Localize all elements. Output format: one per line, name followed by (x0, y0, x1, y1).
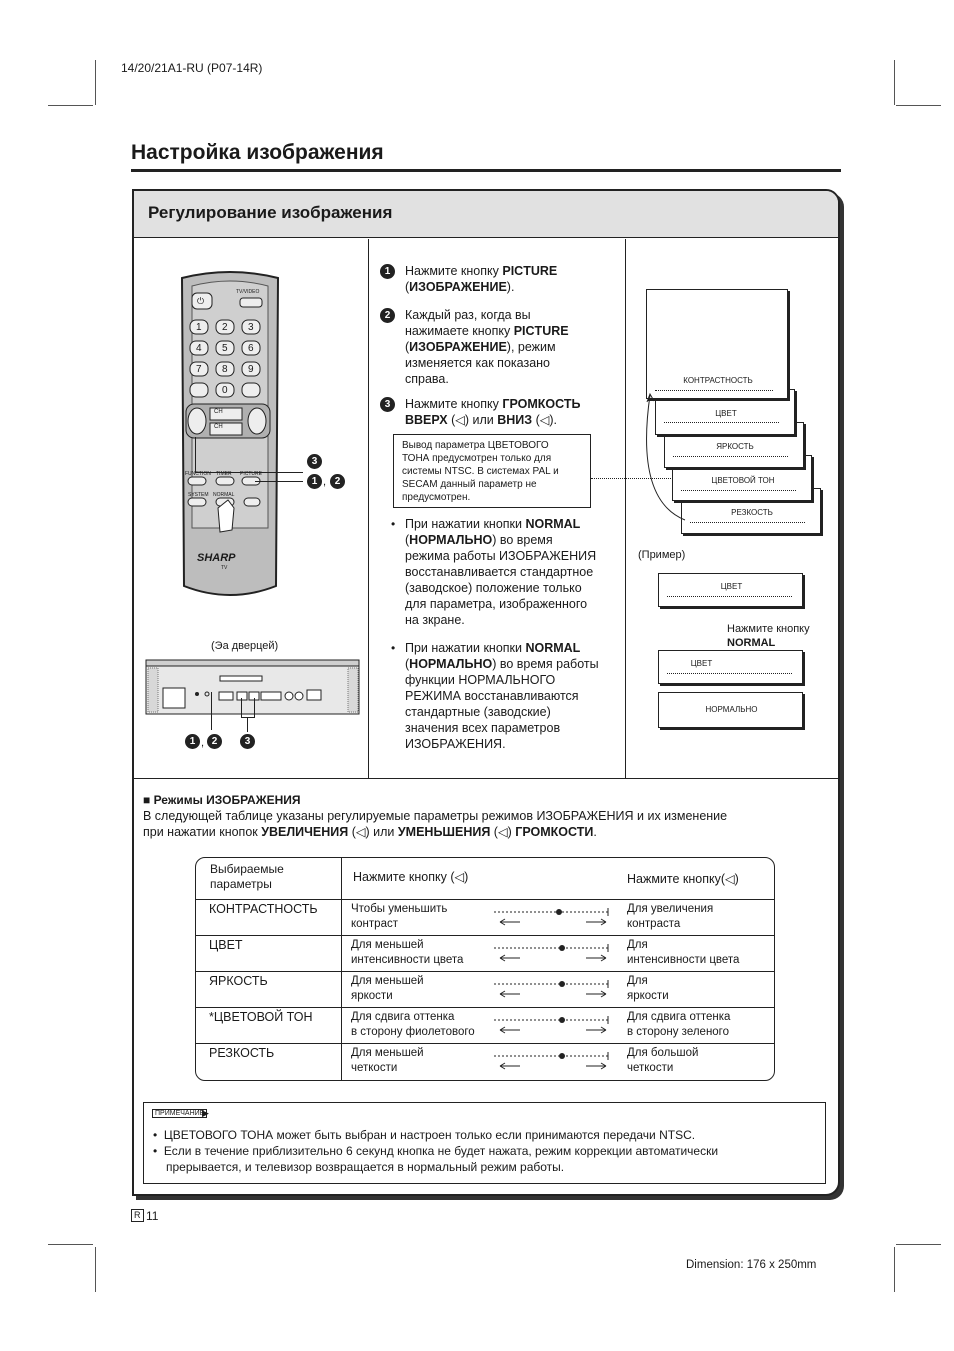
text: ( (532, 413, 540, 427)
text: при нажатии кнопок (143, 825, 262, 839)
digit-key: 6 (248, 343, 254, 354)
example-screen-color (658, 573, 803, 607)
text: Для меньшей (351, 975, 424, 987)
text: четкости (627, 1062, 674, 1074)
remote-control-illustration (170, 268, 290, 603)
power-icon: ⏻ (197, 296, 205, 306)
text: параметры (210, 877, 272, 891)
text: ), режим (506, 340, 556, 354)
table-param: КОНТРАСТНОСТЬ (209, 902, 318, 916)
text: функции НОРМАЛЬНОГО (405, 673, 556, 687)
text: изменяется как показано (405, 356, 550, 370)
table-param: *ЦВЕТОВОЙ ТОН (209, 1010, 313, 1024)
bullet-normal-2 (405, 640, 620, 752)
slider-marker (559, 1017, 565, 1023)
text: ( (490, 825, 498, 839)
system-label: SYSTEM (188, 492, 209, 498)
document-code: 14/20/21A1-RU (P07-14R) (121, 61, 263, 75)
digit-key: 7 (196, 364, 202, 375)
note-line: системы NTSC. В системах PAL и (402, 466, 559, 477)
text: ) (734, 872, 739, 886)
text: ) во время (492, 533, 553, 547)
callout-3: 3 (240, 734, 255, 749)
text: ) или (365, 825, 398, 839)
text: Если в течение приблизительно 6 секунд кнопка не будет нажата, режим коррекции автоматически (163, 1144, 719, 1158)
text: справа. (405, 372, 449, 386)
text: ИЗОБРАЖЕНИЕ (409, 340, 507, 354)
page-number: 11 (146, 1209, 159, 1223)
text: NORMAL (525, 517, 581, 531)
table-divider (196, 935, 774, 936)
text: (заводское) положение только (405, 581, 582, 595)
text: Нажмите кнопку ( (353, 870, 455, 884)
digit-key: 9 (248, 364, 254, 375)
text: ) или (464, 413, 498, 427)
volume-down-icon: ◁ (725, 872, 735, 886)
screen-label: РЕЗКОСТЬ (731, 508, 773, 517)
table-left-desc (351, 938, 463, 968)
text: контраста (627, 918, 681, 930)
callout-2: 2 (207, 734, 222, 749)
callout-3: 3 (307, 454, 322, 469)
screen-label: ЦВЕТ (715, 409, 737, 418)
channel-up-label: CH (214, 409, 223, 415)
behind-door-caption: (Эа дверцей) (211, 640, 279, 652)
callout-line (247, 718, 248, 732)
bullet-dot: • (391, 517, 396, 531)
screen-slider (690, 522, 805, 523)
text: режима работы ИЗОБРАЖЕНИЯ (405, 549, 597, 563)
step-2-text (405, 307, 620, 387)
screen-label: КОНТРАСТНОСТЬ (683, 376, 753, 385)
text: Нажмите кнопку (727, 623, 810, 635)
tint-note-box (393, 434, 591, 508)
text: При нажатии кнопки (405, 641, 526, 655)
text: В следующей таблице указаны регулируемые параметры режимов ИЗОБРАЖЕНИЯ и их изменение (143, 809, 728, 823)
callout-bracket (241, 698, 255, 718)
step-1-badge: 1 (380, 264, 395, 279)
text: яркости (627, 990, 669, 1002)
brand-sub: TV (221, 565, 228, 571)
text: Режимы ИЗОБРАЖЕНИЯ (153, 793, 301, 807)
cycle-arrow (630, 390, 690, 530)
table-divider (196, 971, 774, 972)
slider-marker (559, 981, 565, 987)
table-param: РЕЗКОСТЬ (209, 1046, 275, 1060)
text: ) (464, 870, 469, 884)
text: НОРМАЛЬНО (409, 533, 493, 547)
text: Чтобы уменьшить (351, 903, 448, 915)
digit-key: 3 (248, 322, 254, 333)
text: ( (447, 413, 456, 427)
table-param: ЦВЕТ (209, 938, 243, 952)
text: ГРОМКОСТЬ (502, 397, 581, 411)
table-divider (196, 1043, 774, 1044)
table-left-desc (351, 974, 424, 1004)
crop-mark (95, 60, 96, 105)
text: ( (405, 533, 410, 547)
screen-label: ЦВЕТ (720, 582, 743, 591)
text: УМЕНЬШЕНИЯ (397, 825, 491, 839)
row-divider (134, 778, 838, 779)
callout-line (195, 437, 303, 473)
text: РЕЖИМА восстанавливаются (405, 689, 579, 703)
screen-label: НОРМАЛЬНО (705, 705, 758, 714)
page-title: Настройка изображения (131, 141, 384, 164)
adjust-slider (492, 940, 616, 964)
table-left-desc (351, 1046, 424, 1076)
crop-mark (896, 105, 941, 106)
text: NORMAL (727, 637, 776, 649)
text: PICTURE (502, 264, 558, 278)
normal-label: NORMAL (213, 492, 235, 498)
crop-mark (896, 1244, 941, 1245)
adjust-slider (492, 1048, 616, 1072)
table-right-desc (627, 1046, 698, 1076)
text: ЦВЕТОВОГО ТОНА может быть выбран и настроен только если принимаются передачи NTSC. (163, 1128, 696, 1142)
note-item: • Если в течение приблизительно 6 секунд кнопка не будет нажата, режим коррекции автоматически (153, 1144, 719, 1158)
crop-mark (894, 1247, 895, 1292)
text-line (143, 824, 833, 840)
text: значения всех параметров (405, 721, 561, 735)
section-title: Регулирование изображения (148, 203, 393, 222)
step-1-text: Нажмите кнопку PICTURE (ИЗОБРАЖЕНИЕ). (405, 264, 558, 294)
digit-key: 4 (196, 343, 202, 354)
crop-mark (48, 105, 93, 106)
volume-down-icon: ◁ (497, 825, 508, 839)
text: ВВЕРХ (405, 413, 448, 427)
table-divider (196, 899, 774, 900)
text: интенсивности цвета (351, 954, 464, 966)
text: восстанавливается стандартное (405, 565, 594, 579)
table-right-desc (627, 902, 713, 932)
text: яркости (351, 990, 393, 1002)
slider-marker (559, 1053, 565, 1059)
example-screen-normal (658, 692, 803, 728)
text: НОРМАЛЬНО (409, 657, 493, 671)
adjust-slider (492, 976, 616, 1000)
screen-label: ЯРКОСТЬ (716, 442, 754, 451)
text: контраст (351, 918, 398, 930)
text: Для меньшей (351, 939, 424, 951)
step-2-badge: 2 (380, 308, 395, 323)
screen-slider (681, 490, 796, 491)
timer-label: TIMER (216, 471, 232, 477)
volume-up-icon: ◁ (454, 870, 465, 884)
dimension-note: Dimension: 176 x 250mm (686, 1259, 817, 1271)
volume-up-icon: ◁ (455, 413, 465, 427)
bullet-normal-1 (405, 516, 620, 628)
table-right-desc (627, 1010, 730, 1040)
text: в сторону фиолетового (351, 1026, 475, 1038)
text: Выбираемые (210, 862, 284, 876)
text: Для увеличения (627, 903, 714, 915)
text: на зкране. (405, 613, 465, 627)
note-label: ПРИМЕЧАНИЕ (152, 1109, 207, 1118)
text: ). (506, 280, 515, 294)
text: ВНИЗ (497, 413, 533, 427)
table-param: ЯРКОСТЬ (209, 974, 268, 988)
screen-slider (667, 673, 792, 674)
slider-marker (556, 909, 562, 915)
digit-key: 2 (222, 322, 228, 333)
callout-2: 2 (330, 474, 345, 489)
adjust-slider (492, 904, 616, 928)
notes-list (153, 1127, 818, 1175)
column-divider (368, 239, 369, 778)
text: PICTURE (513, 324, 569, 338)
text: стандартные (заводские) (405, 705, 551, 719)
modes-heading (143, 793, 300, 807)
table-header-down (627, 872, 739, 887)
digit-key: 5 (222, 343, 228, 354)
text: для параметра, изображенного (405, 597, 588, 611)
note-item-continuation: прерывается, и телевизор возвращается в нормальный режим работы. (166, 1160, 565, 1174)
text: четкости (351, 1062, 398, 1074)
press-normal-caption (727, 622, 810, 650)
text: NORMAL (525, 641, 581, 655)
table-right-desc (627, 938, 739, 968)
note-line: SECAM данный параметр не (402, 479, 537, 490)
step-3-badge: 3 (380, 397, 395, 412)
text: ) (507, 825, 516, 839)
screen-slider (673, 456, 788, 457)
example-label: (Пример) (638, 549, 686, 561)
text: ) во время работы (492, 657, 599, 671)
text: Для меньшей (351, 1047, 424, 1059)
slider-marker (559, 945, 565, 951)
crop-mark (894, 60, 895, 105)
text: Для (627, 975, 648, 987)
modes-description (143, 808, 833, 840)
callout-comma: , (323, 476, 327, 488)
note-line: предусмотрен. (402, 492, 471, 503)
text: в сторону зеленого (627, 1026, 730, 1038)
picture-label: PICTURE (240, 471, 262, 477)
digit-key: 0 (222, 385, 228, 396)
arrow-right-icon: ▶ (202, 1108, 209, 1118)
adjust-slider (492, 1012, 616, 1036)
callout-comma: , (201, 737, 205, 749)
text: Нажмите кнопку( (627, 872, 726, 886)
function-label: FUNCTION (185, 471, 211, 477)
table-divider (341, 858, 342, 1080)
note-item: • ЦВЕТОВОГО ТОНА может быть выбран и настроен только если принимаются передачи NTSC. (153, 1128, 696, 1142)
callout-1: 1 (185, 734, 200, 749)
note-line: Вывод параметра ЦВЕТОВОГО (402, 440, 549, 451)
crop-mark (95, 1247, 96, 1292)
screen-label: ЦВЕТ (690, 659, 713, 668)
volume-down-icon: ◁ (539, 413, 550, 427)
table-divider (196, 1007, 774, 1008)
screen-contrast (646, 289, 788, 399)
note-line: ТОНА предусмотрен только для (402, 453, 552, 464)
tv-video-label: TV/VIDEO (236, 289, 260, 295)
example-screen-color-reset (658, 650, 803, 684)
column-divider (625, 239, 626, 778)
square-bullet-icon: ■ (143, 793, 151, 807)
table-left-desc (351, 902, 447, 932)
text: При нажатии кнопки (405, 517, 526, 531)
text: ( (348, 825, 356, 839)
text: ( (405, 340, 410, 354)
text: Каждый раз, когда вы (405, 308, 531, 322)
digit-key: 1 (196, 322, 202, 333)
callout-line (211, 692, 212, 730)
brand-logo: SHARP (197, 552, 236, 564)
text: Для сдвига оттенка (627, 1011, 731, 1023)
screen-slider (667, 596, 792, 597)
text: интенсивности цвета (627, 954, 740, 966)
text: ИЗОБРАЖЕНИЯ. (405, 737, 506, 751)
text: УВЕЛИЧЕНИЯ (261, 825, 349, 839)
text: . (593, 825, 597, 839)
text: ( (405, 657, 410, 671)
region-badge: R (131, 1209, 144, 1222)
title-rule (131, 169, 841, 172)
text: нажимаете кнопку (405, 324, 514, 338)
crop-mark (48, 1244, 93, 1245)
screen-label: ЦВЕТОВОЙ ТОН (711, 476, 775, 485)
digit-key: 8 (222, 364, 228, 375)
text: Для сдвига оттенка (351, 1011, 455, 1023)
table-right-desc (627, 974, 669, 1004)
table-left-desc (351, 1010, 475, 1040)
callout-1: 1 (307, 474, 322, 489)
channel-down-label: CH (214, 424, 223, 430)
text: ГРОМКОСТИ (515, 825, 594, 839)
table-header-up (353, 870, 468, 885)
bullet-dot: • (391, 641, 396, 655)
step-3-text (405, 396, 620, 428)
volume-up-icon: ◁ (355, 825, 366, 839)
text: Нажмите кнопку (405, 264, 503, 278)
text: ). (549, 413, 558, 427)
text: Нажмите кнопку (405, 397, 503, 411)
table-header-param (210, 862, 284, 892)
text: ИЗОБРАЖЕНИЕ (409, 280, 507, 294)
text: Для (627, 939, 648, 951)
callout-line (255, 481, 303, 482)
text: Для большой (627, 1047, 699, 1059)
